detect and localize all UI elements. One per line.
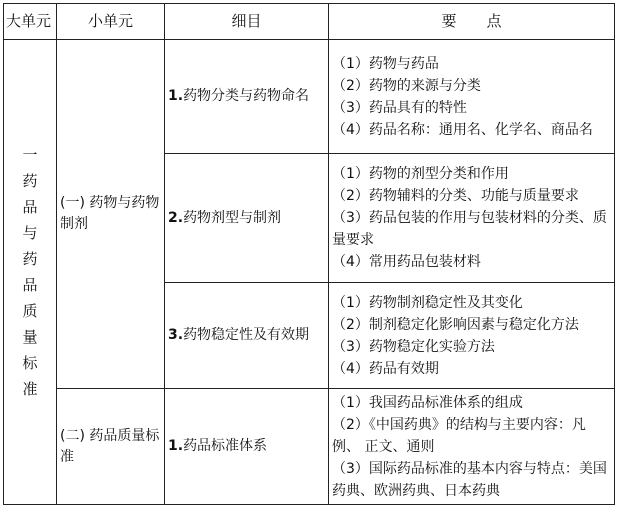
detail-cell — [165, 389, 329, 505]
detail-cell — [165, 154, 329, 283]
point-item: （4）药品名称：通用名、化学名、商品名 — [332, 121, 593, 138]
point-item: （1）药物的剂型分类和作用 — [332, 166, 509, 182]
major-unit-char: 量 — [22, 328, 38, 346]
header-row — [4, 4, 615, 40]
major-unit-char: 品 — [22, 198, 38, 216]
points-cell — [329, 40, 615, 154]
sub-unit-cell: (二) 药品质量标准 — [57, 389, 165, 505]
header-cell: 要 点 — [329, 4, 615, 40]
point-item: （1）药物制剂稳定性及其变化 — [332, 294, 523, 311]
table-row — [4, 40, 615, 154]
detail-number: 1. — [168, 438, 184, 454]
major-unit-cell — [4, 40, 57, 505]
detail-label: 药物稳定性及有效期 — [183, 327, 310, 343]
major-unit-char: 药 — [22, 250, 38, 268]
major-unit-char: 标 — [22, 354, 38, 372]
detail-number: 3. — [168, 327, 184, 343]
major-unit-char: 品 — [22, 276, 38, 294]
point-item: （2）药物的来源与分类 — [332, 77, 481, 94]
points-cell — [329, 283, 615, 389]
detail-label: 药品标准体系 — [183, 438, 268, 454]
point-item: （1）药物与药品 — [332, 55, 439, 72]
detail-cell — [165, 283, 329, 389]
header-cell: 小单元 — [57, 4, 165, 40]
point-item: （3）药物稳定化实验方法 — [332, 338, 495, 355]
major-unit-char: 药 — [22, 172, 38, 190]
major-unit-label — [21, 142, 39, 402]
major-unit-char: 质 — [22, 302, 38, 320]
point-item: （4）常用药品包装材料 — [332, 254, 481, 270]
header-cell: 细目 — [165, 4, 329, 40]
major-unit-char: 准 — [22, 380, 38, 398]
point-item: （2）药物辅料的分类、功能与质量要求 — [332, 188, 579, 204]
table-row — [4, 389, 615, 505]
points-cell — [329, 154, 615, 283]
detail-number: 1. — [168, 88, 184, 104]
point-item: （3）国际药品标准的基本内容与特点：美国 药典、欧洲药典、日本药典 — [332, 460, 607, 499]
point-item: （2）制剂稳定化影响因素与稳定化方法 — [332, 316, 579, 333]
detail-label: 药物剂型与制剂 — [183, 209, 282, 226]
major-unit-char: 一 — [22, 146, 38, 164]
detail-cell — [165, 40, 329, 154]
point-item: （3）药品包装的作用与包装材料的分类、质 量要求 — [332, 210, 607, 248]
detail-number: 2. — [168, 209, 184, 226]
major-unit-char: 与 — [22, 224, 38, 242]
header-cell: 大单元 — [4, 4, 57, 40]
detail-label: 药物分类与药物命名 — [183, 88, 310, 104]
point-item: （1）我国药品标准体系的组成 — [332, 394, 523, 411]
point-item: （3）药品具有的特性 — [332, 99, 467, 116]
sub-unit-cell: (一) 药物与药物制剂 — [57, 40, 165, 389]
points-cell — [329, 389, 615, 505]
point-item: （2）《中国药典》的结构与主要内容：凡例、 正文、通则 — [332, 416, 586, 455]
point-item: （4）药品有效期 — [332, 360, 439, 377]
syllabus-table — [3, 3, 615, 505]
